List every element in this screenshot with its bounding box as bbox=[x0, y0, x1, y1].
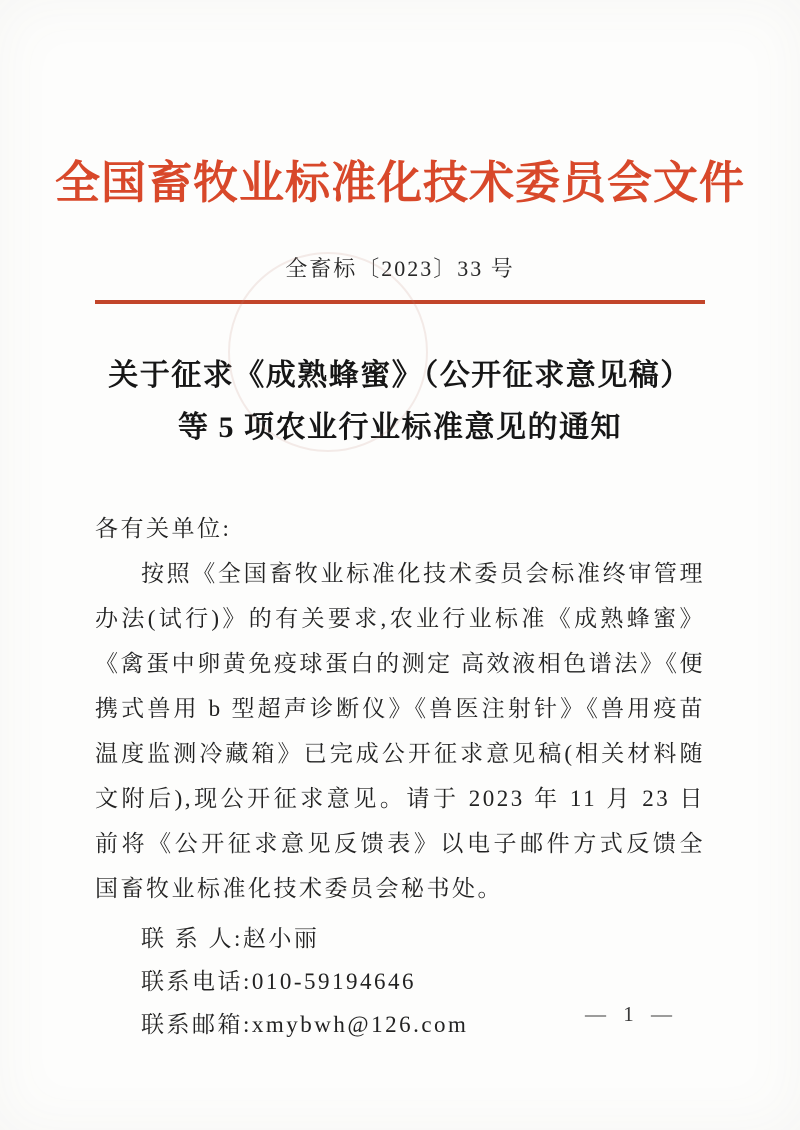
red-separator-line bbox=[95, 300, 705, 304]
document-title bbox=[70, 350, 730, 454]
contact-person-line bbox=[95, 917, 705, 960]
red-header-org-title: 全国畜牧业标准化技术委员会文件 bbox=[54, 158, 745, 208]
page-number: — 1 — bbox=[585, 1002, 678, 1026]
contact-person-label: 联 系 人: bbox=[141, 926, 243, 951]
contact-email-label: 联系邮箱: bbox=[141, 1012, 252, 1037]
contact-phone-line bbox=[95, 960, 705, 1003]
document-number: 全畜标〔2023〕33 号 bbox=[285, 256, 515, 281]
document-title-line1: 关于征求《成熟蜂蜜》（公开征求意见稿） bbox=[108, 359, 692, 392]
contact-email-value: xmybwh@126.com bbox=[251, 1012, 469, 1037]
contact-person-value: 赵小丽 bbox=[242, 926, 320, 951]
salutation: 各有关单位: bbox=[95, 516, 232, 541]
document-title-line2: 等 5 项农业行业标准意见的通知 bbox=[178, 411, 622, 444]
contact-phone-value: 010-59194646 bbox=[251, 969, 417, 994]
document-body bbox=[95, 506, 705, 1046]
body-paragraph: 按照《全国畜牧业标准化技术委员会标准终审管理办法(试行)》的有关要求,农业行业标准《成熟蜂蜜》《禽蛋中卵黄免疫球蛋白的测定 高效液相色谱法》《便携式兽用 b 型超声诊断仪》《兽医注射针》《兽用疫苗温度监测冷藏箱》已完成公开征求意见稿(相关材料随文附后),现公开征求意见。请于 2023 年 11 月 23 日前将《公开征求意见反馈表》以电子邮件方式反馈全国畜牧业标准化技术委员会秘书处。 bbox=[95, 561, 705, 901]
contact-phone-label: 联系电话: bbox=[141, 969, 252, 994]
